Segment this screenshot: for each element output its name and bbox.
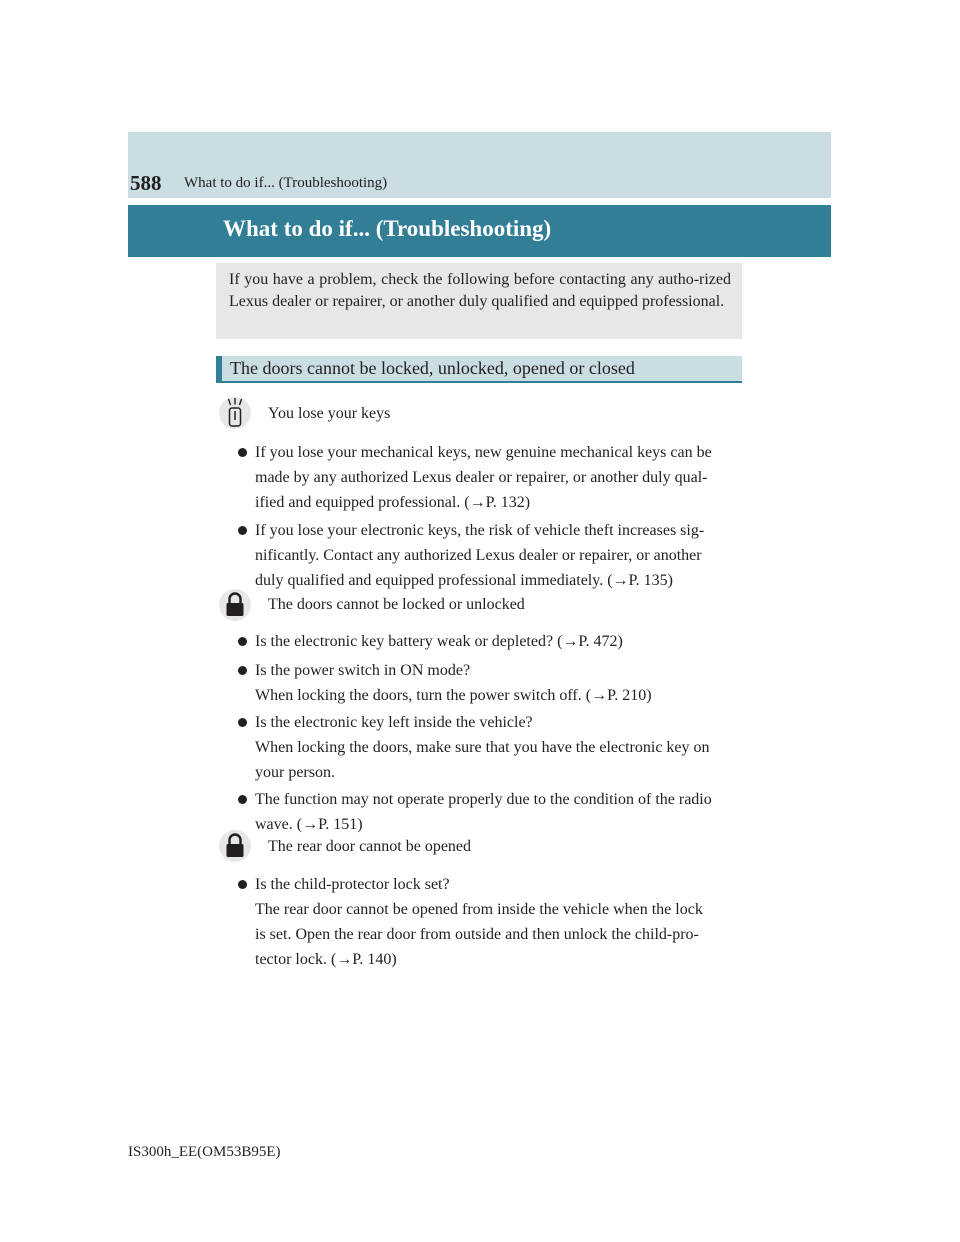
- section-heading: The doors cannot be locked, unlocked, opened or closed: [216, 356, 742, 383]
- intro-box: If you have a problem, check the following before contacting any autho-rized Lexus dealer or repairer, or another duly qualified and equipped professional.: [216, 263, 742, 339]
- bullet-icon: [238, 795, 247, 804]
- bullet-icon: [238, 666, 247, 675]
- bullet-icon: [238, 718, 247, 727]
- manual-code: IS300h_EE(OM53B95E): [128, 1144, 281, 1160]
- list-item: Is the electronic key left inside the vehicle? When locking the doors, make sure that you have the electronic key on your person.: [238, 710, 740, 785]
- list-item: If you lose your mechanical keys, new genuine mechanical keys can be made by any authorized Lexus dealer or repairer, or another duly qual- ified and equipped professional. (→P. 132): [238, 440, 740, 515]
- list-item: Is the electronic key battery weak or depleted? (→P. 472): [238, 629, 740, 654]
- page-number: 588: [130, 171, 162, 195]
- bullet-icon: [238, 526, 247, 535]
- bullet-icon: [238, 880, 247, 889]
- running-title: What to do if... (Troubleshooting): [184, 175, 388, 191]
- list-item: Is the power switch in ON mode? When locking the doors, turn the power switch off. (→P. 210): [238, 658, 740, 708]
- page-title: What to do if... (Troubleshooting): [223, 216, 552, 241]
- list-item: Is the child-protector lock set? The rear door cannot be opened from inside the vehicle when the lock is set. Open the rear door from outside and then unlock the child-pro- tector lock. (→P. 140): [238, 872, 740, 972]
- padlock-icon: [218, 829, 252, 863]
- padlock-icon: [218, 588, 252, 622]
- list-item: The function may not operate properly due to the condition of the radio wave. (→P. 151): [238, 787, 740, 837]
- bullet-icon: [238, 448, 247, 457]
- subheading-lose-keys: You lose your keys: [268, 405, 391, 422]
- key-icon: [218, 396, 252, 430]
- bullet-icon: [238, 637, 247, 646]
- list-item: If you lose your electronic keys, the risk of vehicle theft increases sig- nificantly. Contact any authorized Lexus dealer or repairer, or another duly qualified and equipped professional immediately. (→P. 135): [238, 518, 740, 593]
- subheading-rear-door: The rear door cannot be opened: [268, 838, 472, 855]
- subheading-cannot-lock: The doors cannot be locked or unlocked: [268, 596, 525, 613]
